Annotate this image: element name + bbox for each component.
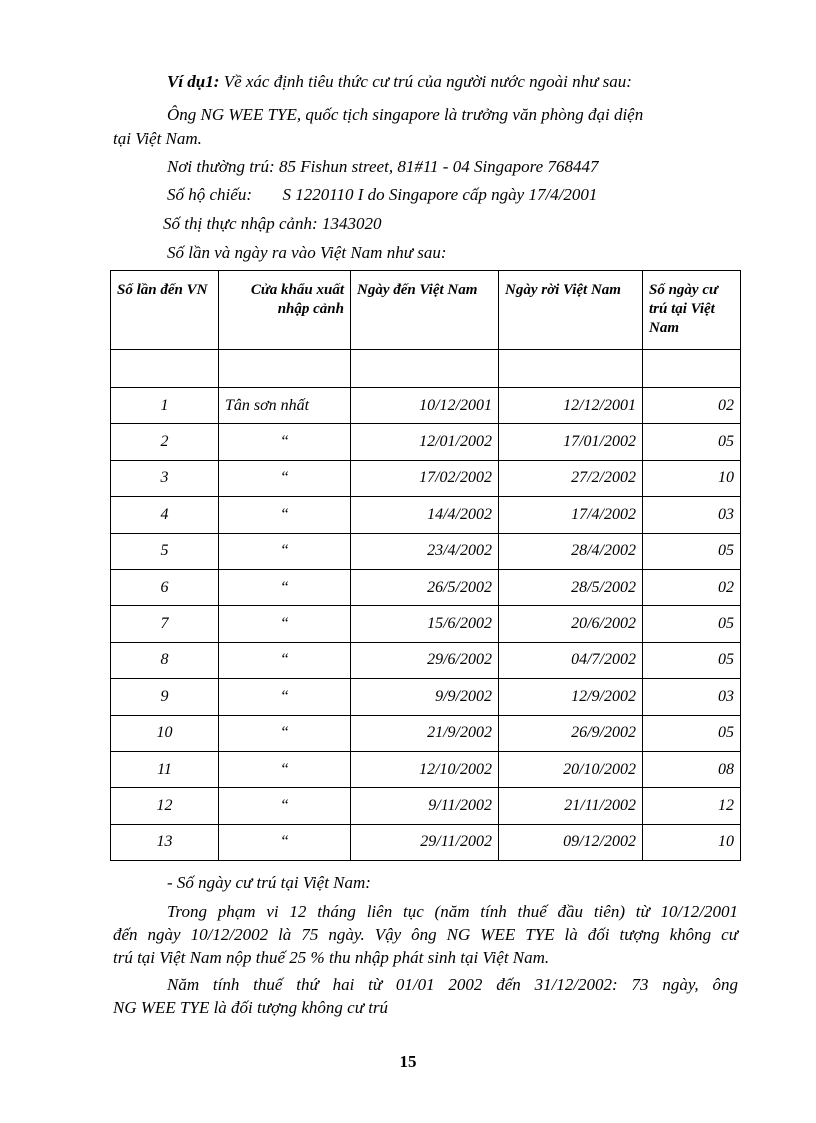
cell-departure-date: 09/12/2002 [499, 824, 643, 860]
cell-arrival-date: 17/02/2002 [351, 460, 499, 496]
cell-border-gate: “ [219, 460, 351, 496]
table-row [111, 788, 741, 824]
cell-departure-date: 21/11/2002 [499, 788, 643, 824]
table-blank-row [111, 350, 741, 388]
cell-border-gate: “ [219, 497, 351, 533]
cell-days-resident: 10 [643, 460, 741, 496]
cell-border-gate: Tân sơn nhất [219, 388, 351, 424]
cell-arrival-date: 15/6/2002 [351, 606, 499, 642]
cell-days-resident: 12 [643, 788, 741, 824]
cell-entry-number: 9 [111, 679, 219, 715]
cell-border-gate: “ [219, 715, 351, 751]
para1-line2: tại Việt Nam. [113, 129, 202, 148]
cell-departure-date: 17/01/2002 [499, 424, 643, 460]
cell-entry-number: 11 [111, 751, 219, 787]
example-label: Ví dụ1: [167, 72, 220, 91]
cell-departure-date: 27/2/2002 [499, 460, 643, 496]
cell-days-resident: 05 [643, 606, 741, 642]
cell-border-gate: “ [219, 751, 351, 787]
cell-entry-number: 7 [111, 606, 219, 642]
cell-days-resident: 02 [643, 388, 741, 424]
cell-departure-date: 04/7/2002 [499, 642, 643, 678]
cell-departure-date: 26/9/2002 [499, 715, 643, 751]
cell-arrival-date: 14/4/2002 [351, 497, 499, 533]
passport-line [167, 185, 597, 205]
page-number: 15 [399, 1052, 417, 1071]
cell-departure-date: 17/4/2002 [499, 497, 643, 533]
example-heading [167, 72, 632, 92]
days-subheading: - Số ngày cư trú tại Việt Nam: [167, 873, 371, 892]
table-row [111, 642, 741, 678]
entries-table [110, 270, 741, 861]
cell-border-gate: “ [219, 533, 351, 569]
table-row [111, 424, 741, 460]
para3-line2: NG WEE TYE là đối tượng không cư trú [113, 998, 389, 1017]
passport-value: S 1220110 I do Singapore cấp ngày 17/4/2001 [282, 185, 598, 204]
cell-entry-number: 2 [111, 424, 219, 460]
cell-departure-date: 20/6/2002 [499, 606, 643, 642]
cell-departure-date: 12/9/2002 [499, 679, 643, 715]
cell-days-resident: 02 [643, 569, 741, 605]
cell-departure-date: 28/5/2002 [499, 569, 643, 605]
cell-departure-date: 28/4/2002 [499, 533, 643, 569]
para2-line3: trú tại Việt Nam nộp thuế 25 % thu nhập phát sinh tại Việt Nam. [113, 948, 550, 967]
cell-arrival-date: 12/10/2002 [351, 751, 499, 787]
cell-border-gate: “ [219, 642, 351, 678]
cell-arrival-date: 9/11/2002 [351, 788, 499, 824]
cell-entry-number: 5 [111, 533, 219, 569]
cell-days-resident: 05 [643, 533, 741, 569]
table-row [111, 679, 741, 715]
cell-border-gate: “ [219, 824, 351, 860]
cell-days-resident: 03 [643, 679, 741, 715]
cell-entry-number: 6 [111, 569, 219, 605]
table-row [111, 388, 741, 424]
visa-line: Số thị thực nhập cảnh: 1343020 [163, 214, 382, 233]
cell-entry-number: 12 [111, 788, 219, 824]
header-departure-date: Ngày rời Việt Nam [499, 271, 643, 350]
cell-entry-number: 3 [111, 460, 219, 496]
cell-days-resident: 08 [643, 751, 741, 787]
cell-departure-date: 12/12/2001 [499, 388, 643, 424]
cell-arrival-date: 21/9/2002 [351, 715, 499, 751]
cell-arrival-date: 12/01/2002 [351, 424, 499, 460]
cell-entry-number: 13 [111, 824, 219, 860]
cell-entry-number: 8 [111, 642, 219, 678]
para2-line1: Trong phạm vi 12 tháng liên tục (năm tính thuế đầu tiên) từ 10/12/2001 [167, 902, 738, 921]
entries-intro: Số lần và ngày ra vào Việt Nam như sau: [167, 243, 447, 262]
header-border-gate: Cửa khẩu xuất nhập cảnh [219, 271, 351, 350]
header-days-resident: Số ngày cư trú tại Việt Nam [643, 271, 741, 350]
para3-line1: Năm tính thuế thứ hai từ 01/01 2002 đến 31/12/2002: 73 ngày, ông [167, 975, 738, 994]
example-text: Về xác định tiêu thức cư trú của người nước ngoài như sau: [223, 72, 632, 91]
cell-entry-number: 4 [111, 497, 219, 533]
table-row [111, 751, 741, 787]
cell-arrival-date: 23/4/2002 [351, 533, 499, 569]
cell-border-gate: “ [219, 679, 351, 715]
cell-days-resident: 03 [643, 497, 741, 533]
cell-entry-number: 10 [111, 715, 219, 751]
table-row [111, 497, 741, 533]
cell-departure-date: 20/10/2002 [499, 751, 643, 787]
header-arrival-date: Ngày đến Việt Nam [351, 271, 499, 350]
table-row [111, 460, 741, 496]
cell-arrival-date: 9/9/2002 [351, 679, 499, 715]
cell-border-gate: “ [219, 569, 351, 605]
table-row [111, 533, 741, 569]
table-row [111, 569, 741, 605]
header-entry-count: Số lần đến VN [111, 271, 219, 350]
table-row [111, 824, 741, 860]
cell-arrival-date: 29/6/2002 [351, 642, 499, 678]
cell-arrival-date: 29/11/2002 [351, 824, 499, 860]
cell-entry-number: 1 [111, 388, 219, 424]
cell-arrival-date: 10/12/2001 [351, 388, 499, 424]
table-header-row [111, 271, 741, 350]
cell-days-resident: 05 [643, 642, 741, 678]
table-row [111, 715, 741, 751]
cell-arrival-date: 26/5/2002 [351, 569, 499, 605]
cell-border-gate: “ [219, 788, 351, 824]
para1-line1: Ông NG WEE TYE, quốc tịch singapore là trưởng văn phòng đại diện [167, 105, 644, 124]
cell-border-gate: “ [219, 424, 351, 460]
cell-days-resident: 05 [643, 424, 741, 460]
table-row [111, 606, 741, 642]
cell-days-resident: 05 [643, 715, 741, 751]
residence-line: Nơi thường trú: 85 Fishun street, 81#11 - 04 Singapore 768447 [167, 157, 599, 176]
cell-border-gate: “ [219, 606, 351, 642]
cell-days-resident: 10 [643, 824, 741, 860]
para2-line2: đến ngày 10/12/2002 là 75 ngày. Vậy ông NG WEE TYE là đối tượng không cư [113, 925, 738, 944]
passport-label: Số hộ chiếu: [167, 185, 252, 204]
